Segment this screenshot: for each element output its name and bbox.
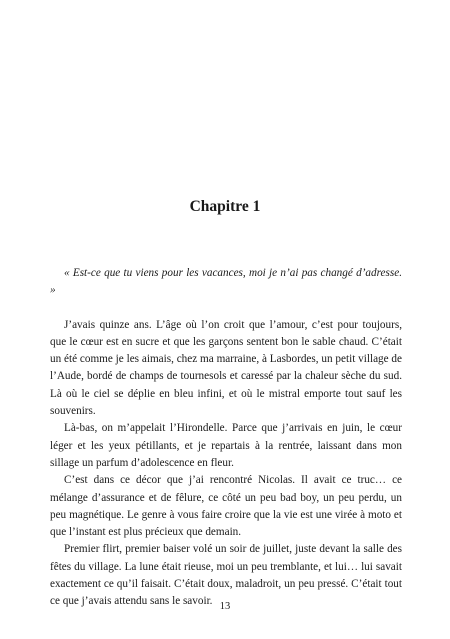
paragraph: Là-bas, on m’appelait l’Hirondelle. Parce que j’arrivais en juin, le cœur léger et les yeux pétillants, et je repartais à la rentrée, laissant dans mon sillage un parfum d’adolescence en fleur.	[50, 422, 402, 469]
paragraph: J’avais quinze ans. L’âge où l’on croit que l’amour, c’est pour toujours, que le cœur est en sucre et que les garçons sentent bon le sable chaud. C’était un été comme je les aimais, chez ma marraine, à Lasbordes, un petit village de l’Aude, bordé de champs de tournesols et caressé par la chaleur sèche du sud. Là où le ciel se déplie en bleu infini, et où le mistral emporte tout sauf les souvenirs.	[50, 318, 402, 418]
epigraph-quote: « Est-ce que tu viens pour les vacances, moi je n’ai pas changé d’adresse. »	[50, 267, 402, 297]
paragraph: C’est dans ce décor que j’ai rencontré Nicolas. Il avait ce truc… ce mélange d’assurance et de fêlure, ce côté un peu bad boy, un peu perdu, un peu magnétique. Le genre à vous faire croire que la vie est une virée à moto et que l’instant est plus précieux que demain.	[50, 474, 402, 539]
paragraph: Premier flirt, premier baiser volé un soir de juillet, juste devant la salle des fêtes du village. La lune était rieuse, moi un peu tremblante, et lui… lui savait exactement ce qu’il faisait. C’était doux, maladroit, un peu pressé. C’était tout ce que j’avais attendu sans le savoir.	[50, 543, 402, 608]
chapter-title: Chapitre 1	[189, 198, 261, 215]
page-number: 13	[219, 601, 231, 612]
chapter-body	[50, 265, 402, 611]
